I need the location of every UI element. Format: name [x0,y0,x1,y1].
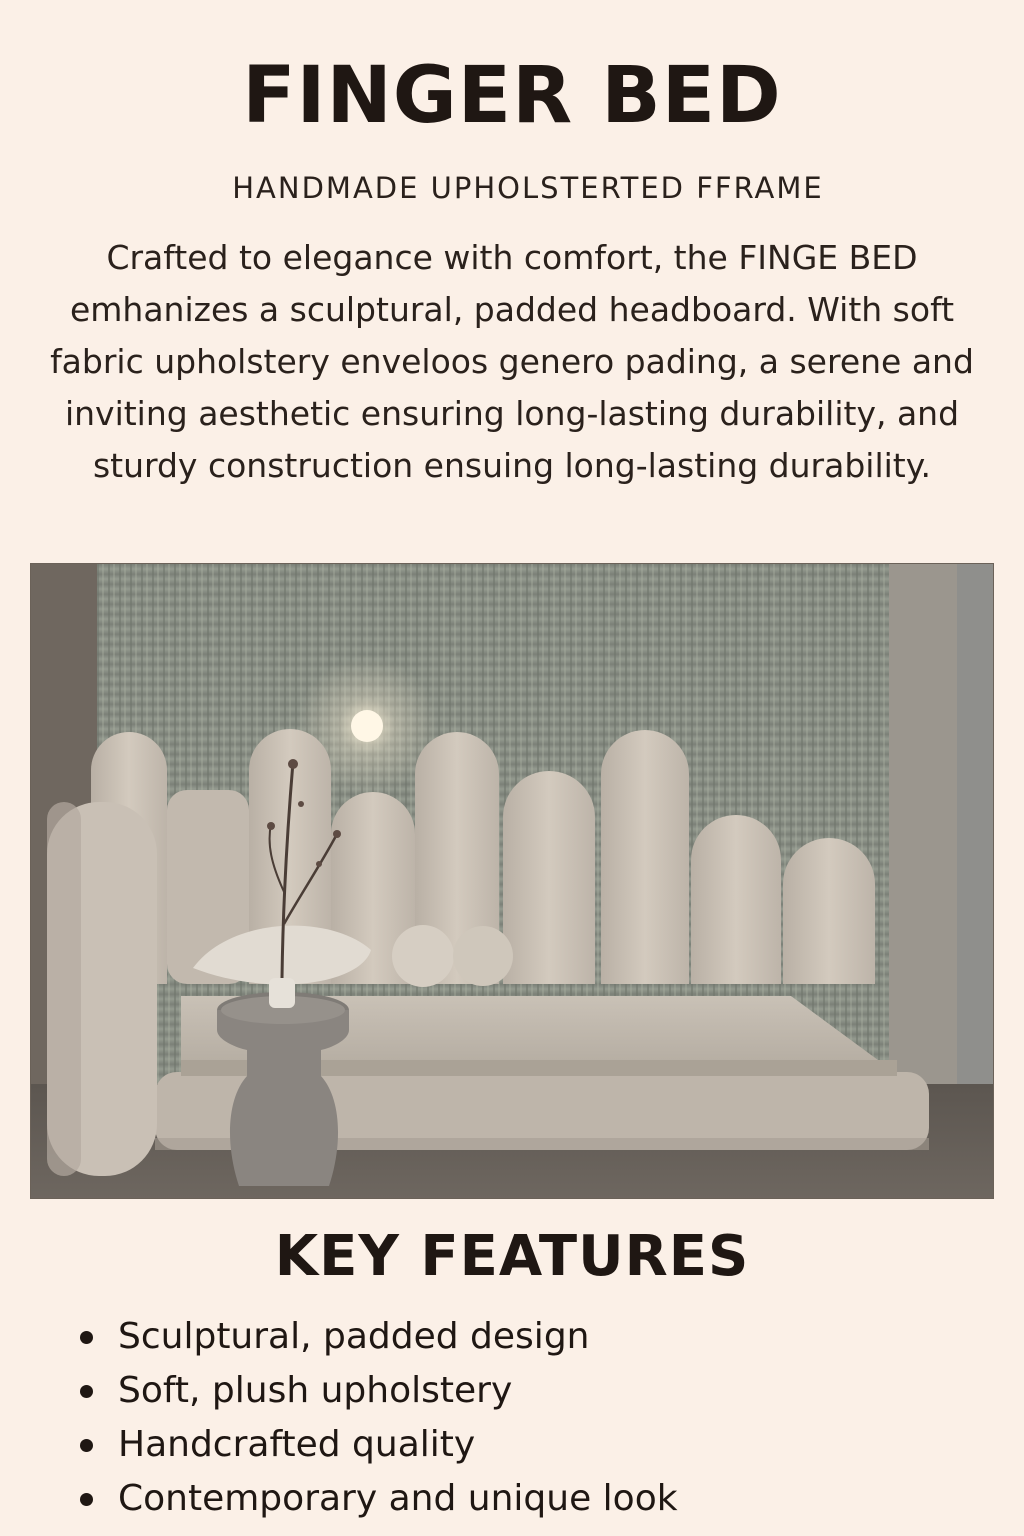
bullet-icon [80,1493,93,1506]
bullet-icon [80,1439,93,1452]
decor-ball-right [453,926,513,986]
decor-ball-left [392,925,454,987]
feature-item [74,1310,678,1364]
bedroom-illustration [31,564,994,1199]
wall-light [351,710,383,742]
features-heading: KEY FEATURES [274,1224,750,1289]
feature-item [74,1418,678,1472]
bullet-icon [80,1385,93,1398]
product-description: Crafted to elegance with comfort, the FINGE BED emhanizes a sculptural, padded headboard. With soft fabric upholstery enveloos genero pading, a serene and inviting aesthetic ensuring long-lasting durability, and sturdy construction ensuing long-lasting durability. [50,238,974,485]
product-photo [30,563,994,1199]
feature-text: Contemporary and unique look [118,1478,678,1519]
features-list [74,1310,678,1526]
feature-text: Handcrafted quality [118,1424,476,1465]
feature-item [74,1472,678,1526]
feature-text: Sculptural, padded design [118,1316,590,1357]
feature-text: Soft, plush upholstery [118,1370,513,1411]
feature-item [74,1364,678,1418]
page-title: FINGER BED [242,51,782,141]
page-subtitle: HANDMADE UPHOLSTERTED FFRAME [232,171,824,205]
bullet-icon [80,1331,93,1344]
